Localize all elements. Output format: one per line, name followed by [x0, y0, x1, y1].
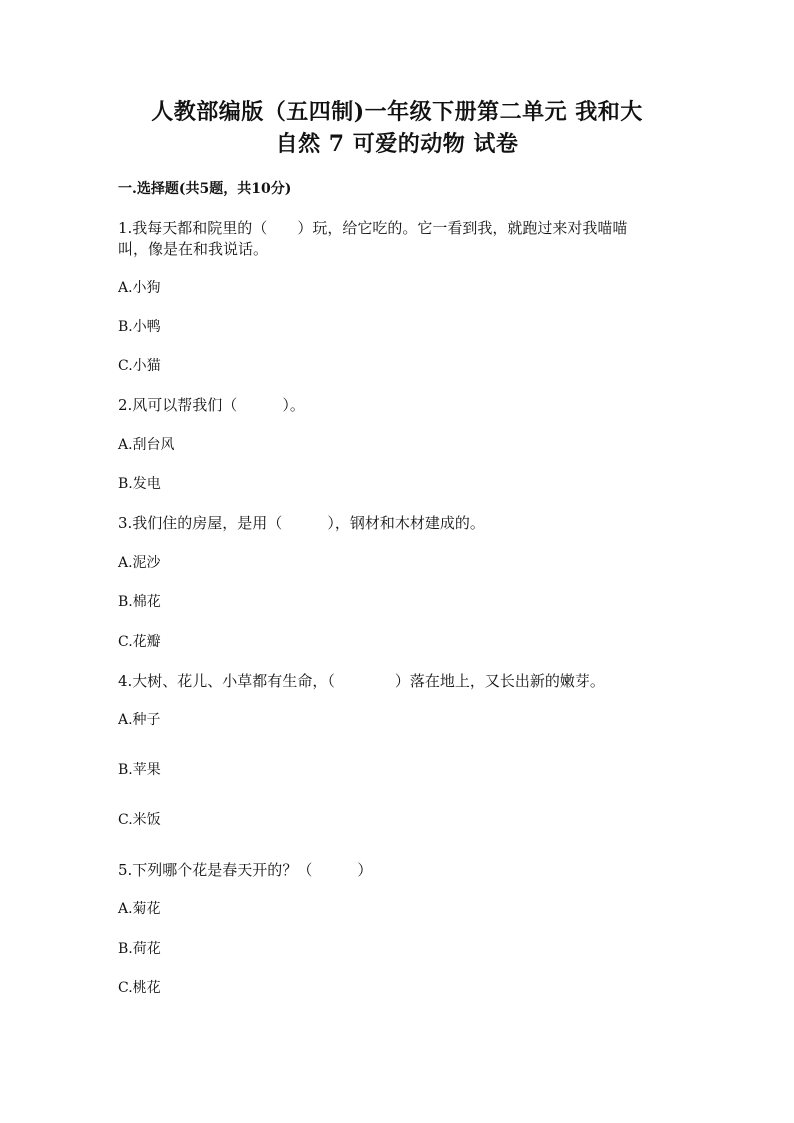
document-title-line-2: 自然 7 可爱的动物 试卷 [275, 131, 519, 157]
question-4-option-c: C.米饭 [118, 812, 161, 828]
question-5-option-c: C.桃花 [118, 980, 161, 996]
question-5-option-a: A.菊花 [118, 901, 161, 917]
section-heading: 一.选择题(共5题，共10分) [118, 181, 292, 197]
question-5-text: 5.下列哪个花是春天开的？（ ） [118, 861, 373, 879]
question-4-option-a: A.种子 [118, 712, 161, 728]
question-2-option-a: A.刮台风 [118, 437, 175, 453]
document-title-line-1: 人教部编版（五四制)一年级下册第二单元 我和大 [151, 99, 643, 125]
question-4-text: 4.大树、花儿、小草都有生命，（ ）落在地上，又长出新的嫩芽。 [118, 672, 605, 690]
question-2-option-b: B.发电 [118, 476, 161, 492]
question-3 [118, 513, 678, 534]
question-1-text-line-1: 1.我每天都和院里的（ ）玩，给它吃的。它一看到我，就跑过来对我喵喵 [118, 219, 628, 237]
question-1-option-b: B.小鸭 [118, 319, 161, 335]
question-1-text-line-2: 叫，像是在和我说话。 [118, 240, 269, 258]
question-1 [118, 218, 678, 260]
question-4 [118, 671, 678, 692]
question-2-text: 2.风可以帮我们（ ）。 [118, 396, 305, 414]
question-3-option-a: A.泥沙 [118, 555, 161, 571]
question-2 [118, 395, 678, 416]
question-3-option-c: C.花瓣 [118, 634, 161, 650]
question-1-option-c: C.小猫 [118, 358, 161, 374]
question-1-option-a: A.小狗 [118, 280, 161, 296]
question-5-option-b: B.荷花 [118, 941, 161, 957]
question-3-option-b: B.棉花 [118, 594, 161, 610]
question-4-option-b: B.苹果 [118, 762, 161, 778]
question-5 [118, 860, 678, 881]
question-3-text: 3.我们住的房屋，是用（ ），钢材和木材建成的。 [118, 514, 485, 532]
